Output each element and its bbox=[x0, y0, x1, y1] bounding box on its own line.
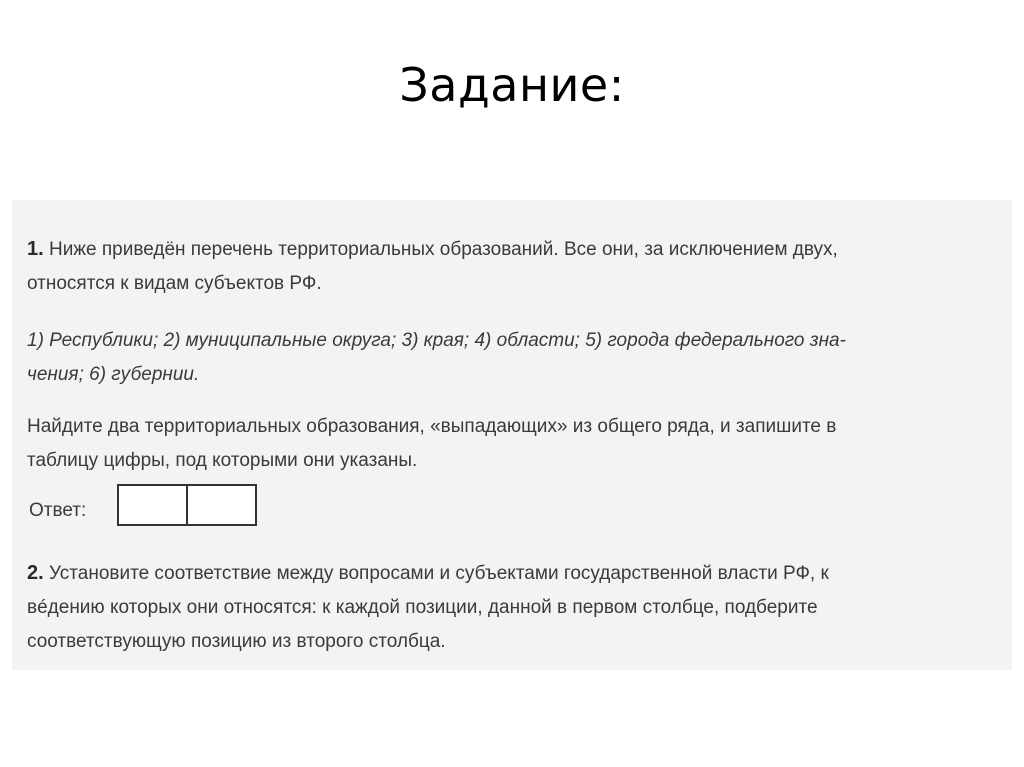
task2 bbox=[27, 556, 829, 659]
task1-intro bbox=[27, 232, 838, 301]
answer-label: Ответ: bbox=[29, 500, 87, 521]
answer-cell-2 bbox=[186, 486, 255, 524]
task1-instruction bbox=[27, 410, 836, 478]
slide-title: Задание: bbox=[399, 58, 625, 112]
task1-instruction-line2: таблицу цифры, под которыми они указаны. bbox=[27, 450, 418, 471]
task1-intro-line2: относятся к видам субъектов РФ. bbox=[27, 273, 322, 294]
task2-line3: соответствующую позицию из второго столбца. bbox=[27, 631, 446, 652]
task1-list-line2: чения; 6) губернии. bbox=[27, 364, 200, 385]
task1-number: 1. bbox=[27, 238, 44, 260]
task1-intro-line1-text: Ниже приведён перечень территориальных образований. Все они, за исключением двух, bbox=[48, 239, 838, 260]
task1-list-line1: 1) Республики; 2) муниципальные округа; 3) края; 4) области; 5) города федерального зна- bbox=[27, 330, 846, 351]
task1-instruction-line1: Найдите два территориальных образования, «выпадающих» из общего ряда, и запишите в bbox=[27, 416, 837, 437]
task2-line2: вéдению которых они относятся: к каждой позиции, данной в первом столбце, подберите bbox=[27, 597, 818, 618]
task1-list bbox=[27, 324, 846, 392]
answer-cell-1 bbox=[119, 486, 186, 524]
answer-table bbox=[117, 484, 257, 526]
task2-number: 2. bbox=[27, 562, 44, 584]
task1-intro-line1 bbox=[27, 232, 838, 267]
task2-line1 bbox=[27, 556, 829, 591]
task2-line1-text: Установите соответствие между вопросами и субъектами государственной власти РФ, к bbox=[48, 563, 829, 584]
